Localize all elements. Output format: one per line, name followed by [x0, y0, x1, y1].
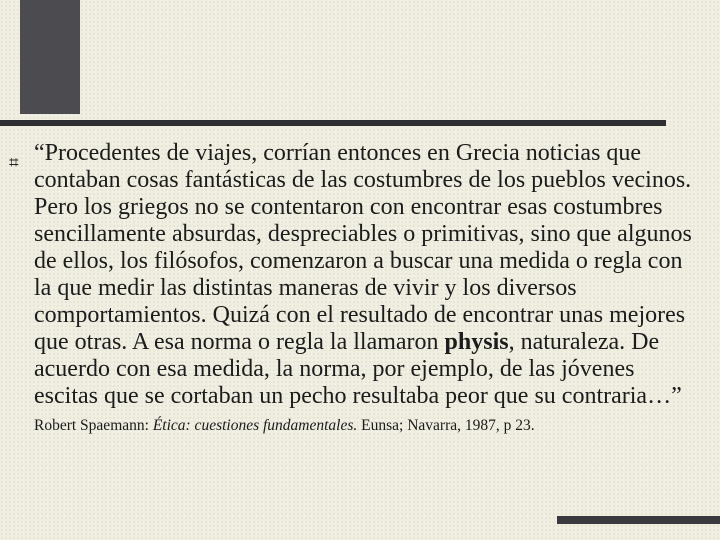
citation-author: Robert Spaemann:	[34, 417, 153, 434]
quote-bold-word: physis	[444, 329, 509, 355]
citation-publisher: Eunsa; Navarra, 1987, p 23.	[357, 417, 535, 434]
decorative-vertical-bar	[20, 0, 80, 114]
citation-title: Ética: cuestiones fundamentales.	[152, 417, 358, 434]
bullet-icon: ⌗	[9, 153, 19, 172]
citation	[34, 417, 535, 434]
decorative-horizontal-rule	[0, 120, 666, 126]
quote-text-part2: , naturaleza. De acuerdo con esa medida, la norma, por ejemplo, de las jóvenes escitas que se cortaban un pecho resultaba peor que su contraria…”	[34, 329, 682, 409]
quote-text-part1: “Procedentes de viajes, corrían entonces en Grecia noticias que contaban cosas fantásticas de las costumbres de los pueblos vecinos. Pero los griegos no se contentaron con encontrar esas costumbres sencillamente absurdas, despreciables o primitivas, sino que algunos de ellos, los filósofos, comenzaron a buscar una medida o regla con la que medir las distintas maneras de vivir y los diversos comportamientos. Quizá con el resultado de encontrar unas mejores que otras. A esa norma o regla la llamaron	[34, 140, 692, 355]
quote-paragraph	[34, 140, 696, 439]
decorative-bottom-bar	[557, 516, 720, 524]
